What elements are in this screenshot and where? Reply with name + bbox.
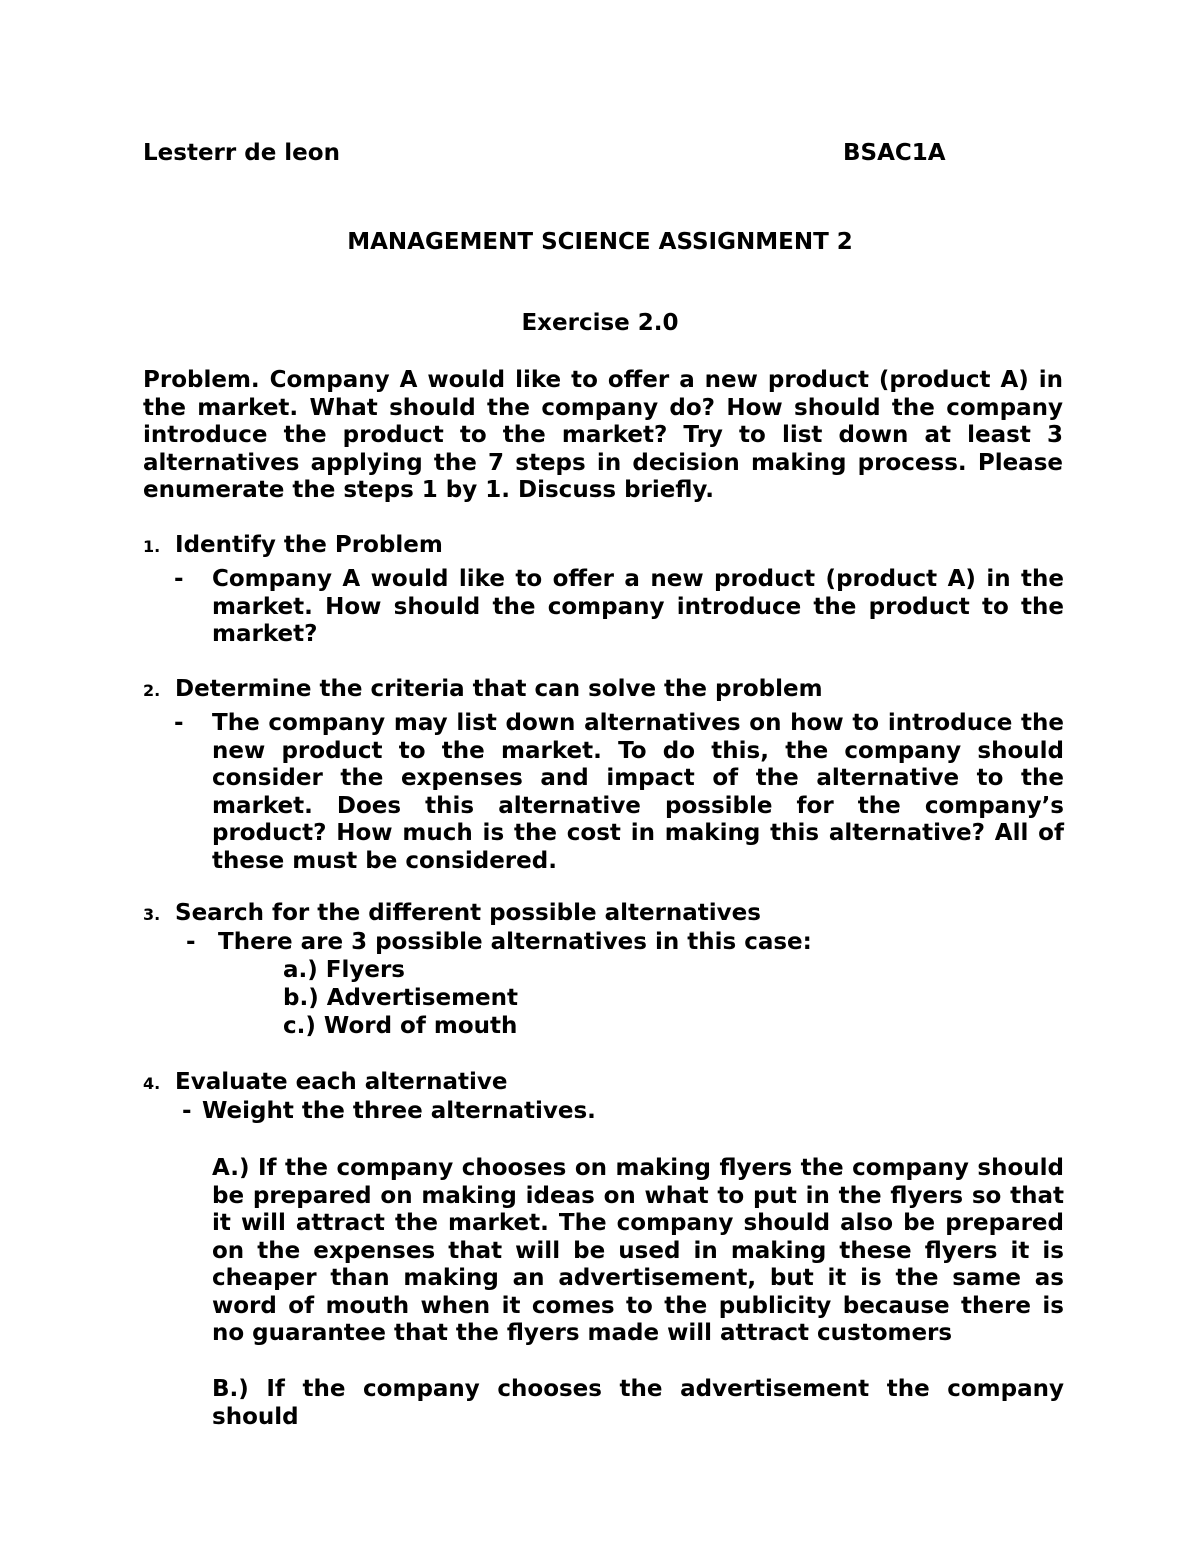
step-title: Identify the Problem	[175, 532, 443, 558]
dash-marker: -	[174, 710, 184, 736]
step-title: Evaluate each alternative	[175, 1069, 508, 1095]
step-number: 1.	[143, 537, 161, 556]
bullet-text: Company A would like to offer a new product (product A) in the market. How should the company introduce the product to the market?	[212, 566, 1064, 647]
dash-marker: -	[174, 566, 184, 592]
evaluation-paragraph-b: B.) If the company chooses the advertisement the company should	[212, 1376, 1064, 1430]
dash-marker: -	[186, 929, 196, 955]
step-1-bullet	[174, 566, 1064, 649]
dash-marker: -	[182, 1098, 192, 1124]
bullet-text: There are 3 possible alternatives in this case:	[218, 929, 812, 955]
step-number: 2.	[143, 681, 161, 700]
step-4-heading	[143, 1069, 1063, 1098]
step-3-bullet	[186, 929, 1076, 957]
step-title: Search for the different possible alternatives	[175, 900, 761, 926]
option-flyers: a.) Flyers	[283, 957, 405, 983]
step-3-heading	[143, 900, 1063, 929]
student-name: Lesterr de leon	[143, 140, 340, 166]
class-section: BSAC1A	[843, 140, 946, 166]
exercise-subtitle: Exercise 2.0	[521, 310, 679, 336]
step-number: 3.	[143, 905, 161, 924]
step-number: 4.	[143, 1074, 161, 1093]
step-4-bullet	[182, 1098, 1072, 1126]
option-advertisement: b.) Advertisement	[283, 985, 519, 1011]
evaluation-paragraph-a: A.) If the company chooses on making flyers the company should be prepared on making ideas on what to put in the flyers so that it will attract the market. The company should also be prepared on the expenses that will be used in making these flyers it is cheaper than making an advertisement, but it is the same as word of mouth when it comes to the publicity because there is no guarantee that the flyers made will attract customers	[212, 1155, 1064, 1346]
bullet-text: The company may list down alternatives on how to introduce the new product to the market. To do this, the company should consider the expenses and impact of the alternative to the market. Does this alternative possible for the company’s product? How much is the cost in making this alternative? All of these must be considered.	[212, 710, 1064, 874]
bullet-text: Weight the three alternatives.	[202, 1098, 596, 1124]
step-1-heading	[143, 532, 1063, 561]
assignment-title: MANAGEMENT SCIENCE ASSIGNMENT 2	[347, 229, 853, 255]
step-title: Determine the criteria that can solve the problem	[175, 676, 823, 702]
step-2-bullet	[174, 710, 1064, 875]
problem-statement: Problem. Company A would like to offer a new product (product A) in the market. What should the company do? How should the company introduce the product to the market? Try to list down at least 3 alternatives applying the 7 steps in decision making process. Please enumerate the steps 1 by 1. Discuss briefly.	[143, 367, 1063, 503]
option-word-of-mouth: c.) Word of mouth	[283, 1013, 518, 1039]
step-2-heading	[143, 676, 1063, 705]
